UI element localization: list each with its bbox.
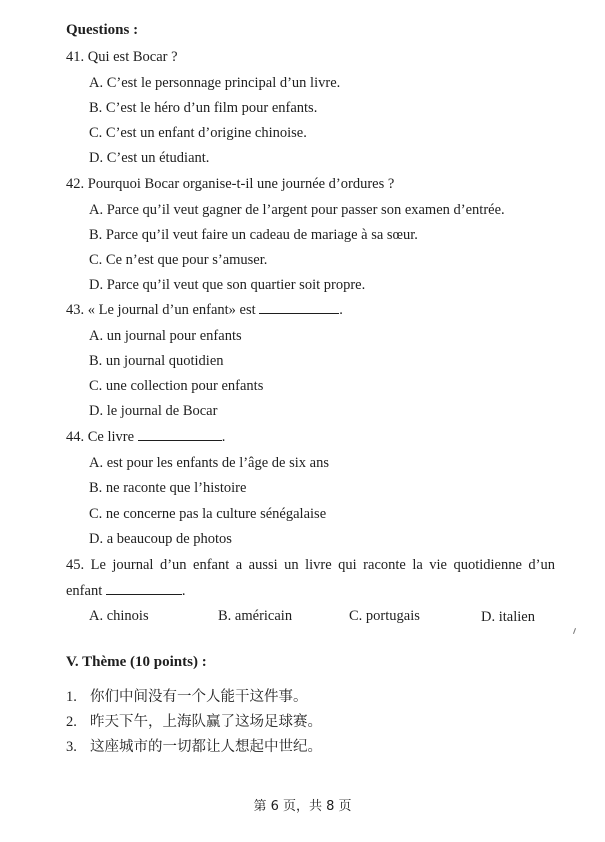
blank-period: . <box>181 583 186 599</box>
q41-option-d: D. C’est un étudiant. <box>89 150 210 166</box>
q44-option-a: A. est pour les enfants de l’âge de six ans <box>89 455 329 471</box>
answer-blank <box>259 302 339 314</box>
answer-blank <box>106 583 182 595</box>
q41-option-b: B. C’est le héro d’un film pour enfants. <box>89 100 318 116</box>
item-text: 这座城市的一切都让人想起中世纪。 <box>90 739 322 755</box>
q44-option-d: D. a beaucoup de photos <box>89 531 232 547</box>
question-45 <box>66 557 555 574</box>
q42-option-a: A. Parce qu’il veut gagner de l’argent pour passer son examen d’entrée. <box>89 202 505 218</box>
question-text: Le journal d’un enfant a aussi un livre qui raconte la vie quotidienne d’un <box>90 557 555 573</box>
q44-option-c: C. ne concerne pas la culture sénégalaise <box>89 506 327 522</box>
question-number: 45. <box>66 557 85 573</box>
question-text: Ce livre <box>87 429 135 445</box>
item-number: 2. <box>66 714 77 730</box>
q45-option-d: D. italien <box>481 609 535 625</box>
q41-option-a: A. C’est le personnage principal d’un livre. <box>89 75 341 91</box>
question-number: 41. <box>66 49 85 65</box>
q42-option-c: C. Ce n’est que pour s’amuser. <box>89 252 268 268</box>
q43-option-d: D. le journal de Bocar <box>89 403 218 419</box>
q43-option-b: B. un journal quotidien <box>89 353 224 369</box>
question-text: Qui est Bocar ? <box>87 49 178 65</box>
question-45-continued <box>66 583 185 600</box>
question-number: 42. <box>66 176 85 192</box>
item-text: 你们中间没有一个人能干这件事。 <box>90 689 308 705</box>
question-number: 43. <box>66 302 85 318</box>
question-41 <box>66 49 178 66</box>
questions-heading: Questions : <box>66 22 139 38</box>
theme-heading: V. Thème (10 points) : <box>66 654 207 670</box>
theme-item-1 <box>66 685 308 706</box>
question-text: enfant <box>66 583 103 599</box>
blank-period: . <box>339 302 343 318</box>
q43-option-c: C. une collection pour enfants <box>89 378 264 394</box>
question-43 <box>66 302 343 319</box>
blank-period: . <box>221 429 226 445</box>
q45-option-c: C. portugais <box>349 608 420 624</box>
question-text: Pourquoi Bocar organise-t-il une journée d’ordures ? <box>87 176 395 192</box>
q45-option-b: B. américain <box>218 608 293 624</box>
theme-item-2 <box>66 710 322 731</box>
item-text: 昨天下午，上海队赢了这场足球赛。 <box>90 714 322 730</box>
question-42 <box>66 176 394 193</box>
theme-item-3 <box>66 735 322 756</box>
question-text: « Le journal d’un enfant» est <box>87 302 256 318</box>
q41-option-c: C. C’est un enfant d’origine chinoise. <box>89 125 307 141</box>
item-number: 3. <box>66 739 77 755</box>
q45-option-a: A. chinois <box>89 608 149 624</box>
question-number: 44. <box>66 429 85 445</box>
page-footer: 第 6 页，共 8 页 <box>253 799 352 814</box>
question-44 <box>66 429 225 446</box>
q43-option-a: A. un journal pour enfants <box>89 328 242 344</box>
answer-blank <box>138 429 222 441</box>
q42-option-d: D. Parce qu’il veut que son quartier soit propre. <box>89 277 366 293</box>
q42-option-b: B. Parce qu’il veut faire un cadeau de mariage à sa sœur. <box>89 227 418 243</box>
q44-option-b: B. ne raconte que l’histoire <box>89 480 247 496</box>
stray-mark <box>573 628 576 634</box>
item-number: 1. <box>66 689 77 705</box>
